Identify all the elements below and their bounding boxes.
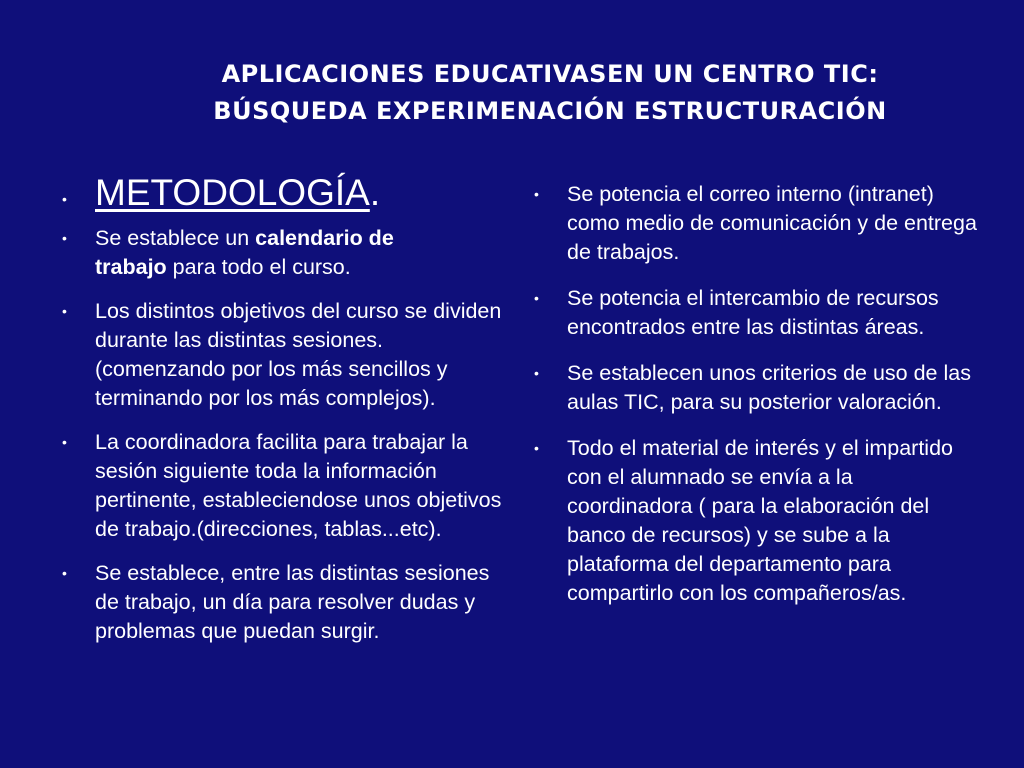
item-bold-text: trabajo: [95, 255, 167, 279]
list-item: [58, 428, 508, 544]
right-bullet-list: [530, 180, 980, 608]
list-item: [58, 297, 508, 413]
right-column: [530, 180, 980, 625]
bullet-icon: •: [62, 565, 67, 581]
item-text: Se potencia el intercambio de recursos encontrados entre las distintas áreas.: [567, 286, 939, 339]
slide-title: [90, 56, 1010, 130]
title-line-1: APLICACIONES EDUCATIVASEN UN CENTRO TIC:: [221, 60, 879, 88]
bullet-icon: •: [534, 440, 539, 456]
item-text: Se potencia el correo interno (intranet) como medio de comunicación y de entrega de trabajos.: [567, 182, 977, 264]
item-text: para todo el curso.: [166, 255, 351, 279]
bullet-icon: •: [534, 186, 539, 202]
bullet-icon: •: [62, 434, 67, 450]
left-column: [58, 170, 508, 661]
item-text: Los distintos objetivos del curso se dividen durante las distintas sesiones.(comenzando por los más sencillos y terminando por los más complejos).: [95, 299, 502, 410]
bullet-icon: •: [62, 303, 67, 319]
list-item-metodologia: [58, 170, 508, 216]
item-text: Se establecen unos criterios de uso de las aulas TIC, para su posterior valoración.: [567, 361, 971, 414]
title-line-2: BÚSQUEDA EXPERIMENACIÓN ESTRUCTURACIÓN: [213, 97, 887, 125]
list-item: [58, 559, 508, 646]
item-text: Todo el material de interés y el impartido con el alumnado se envía a la coordinadora ( para la elaboración del banco de recursos) y se sube a la plataforma del departamento para compartirlo con los compañeros/as.: [567, 436, 953, 605]
list-item: [530, 284, 980, 342]
bullet-icon: •: [62, 191, 67, 207]
list-item: [530, 434, 980, 608]
section-heading: METODOLOGÍA: [95, 172, 370, 213]
list-item: [58, 224, 508, 282]
list-item: [530, 359, 980, 417]
list-item: [530, 180, 980, 267]
item-text: Se establece, entre las distintas sesiones de trabajo, un día para resolver dudas y problemas que puedan surgir.: [95, 561, 490, 643]
item-text: Se establece un: [95, 226, 256, 250]
section-heading-period: .: [369, 172, 381, 213]
bullet-icon: •: [62, 230, 67, 246]
item-bold-text: calendario de: [255, 226, 394, 250]
left-bullet-list: [58, 170, 508, 646]
bullet-icon: •: [534, 290, 539, 306]
bullet-icon: •: [534, 365, 539, 381]
item-text: La coordinadora facilita para trabajar la sesión siguiente toda la información pertinente, estableciendose unos objetivos de trabajo.(direcciones, tablas...etc).: [95, 430, 502, 541]
